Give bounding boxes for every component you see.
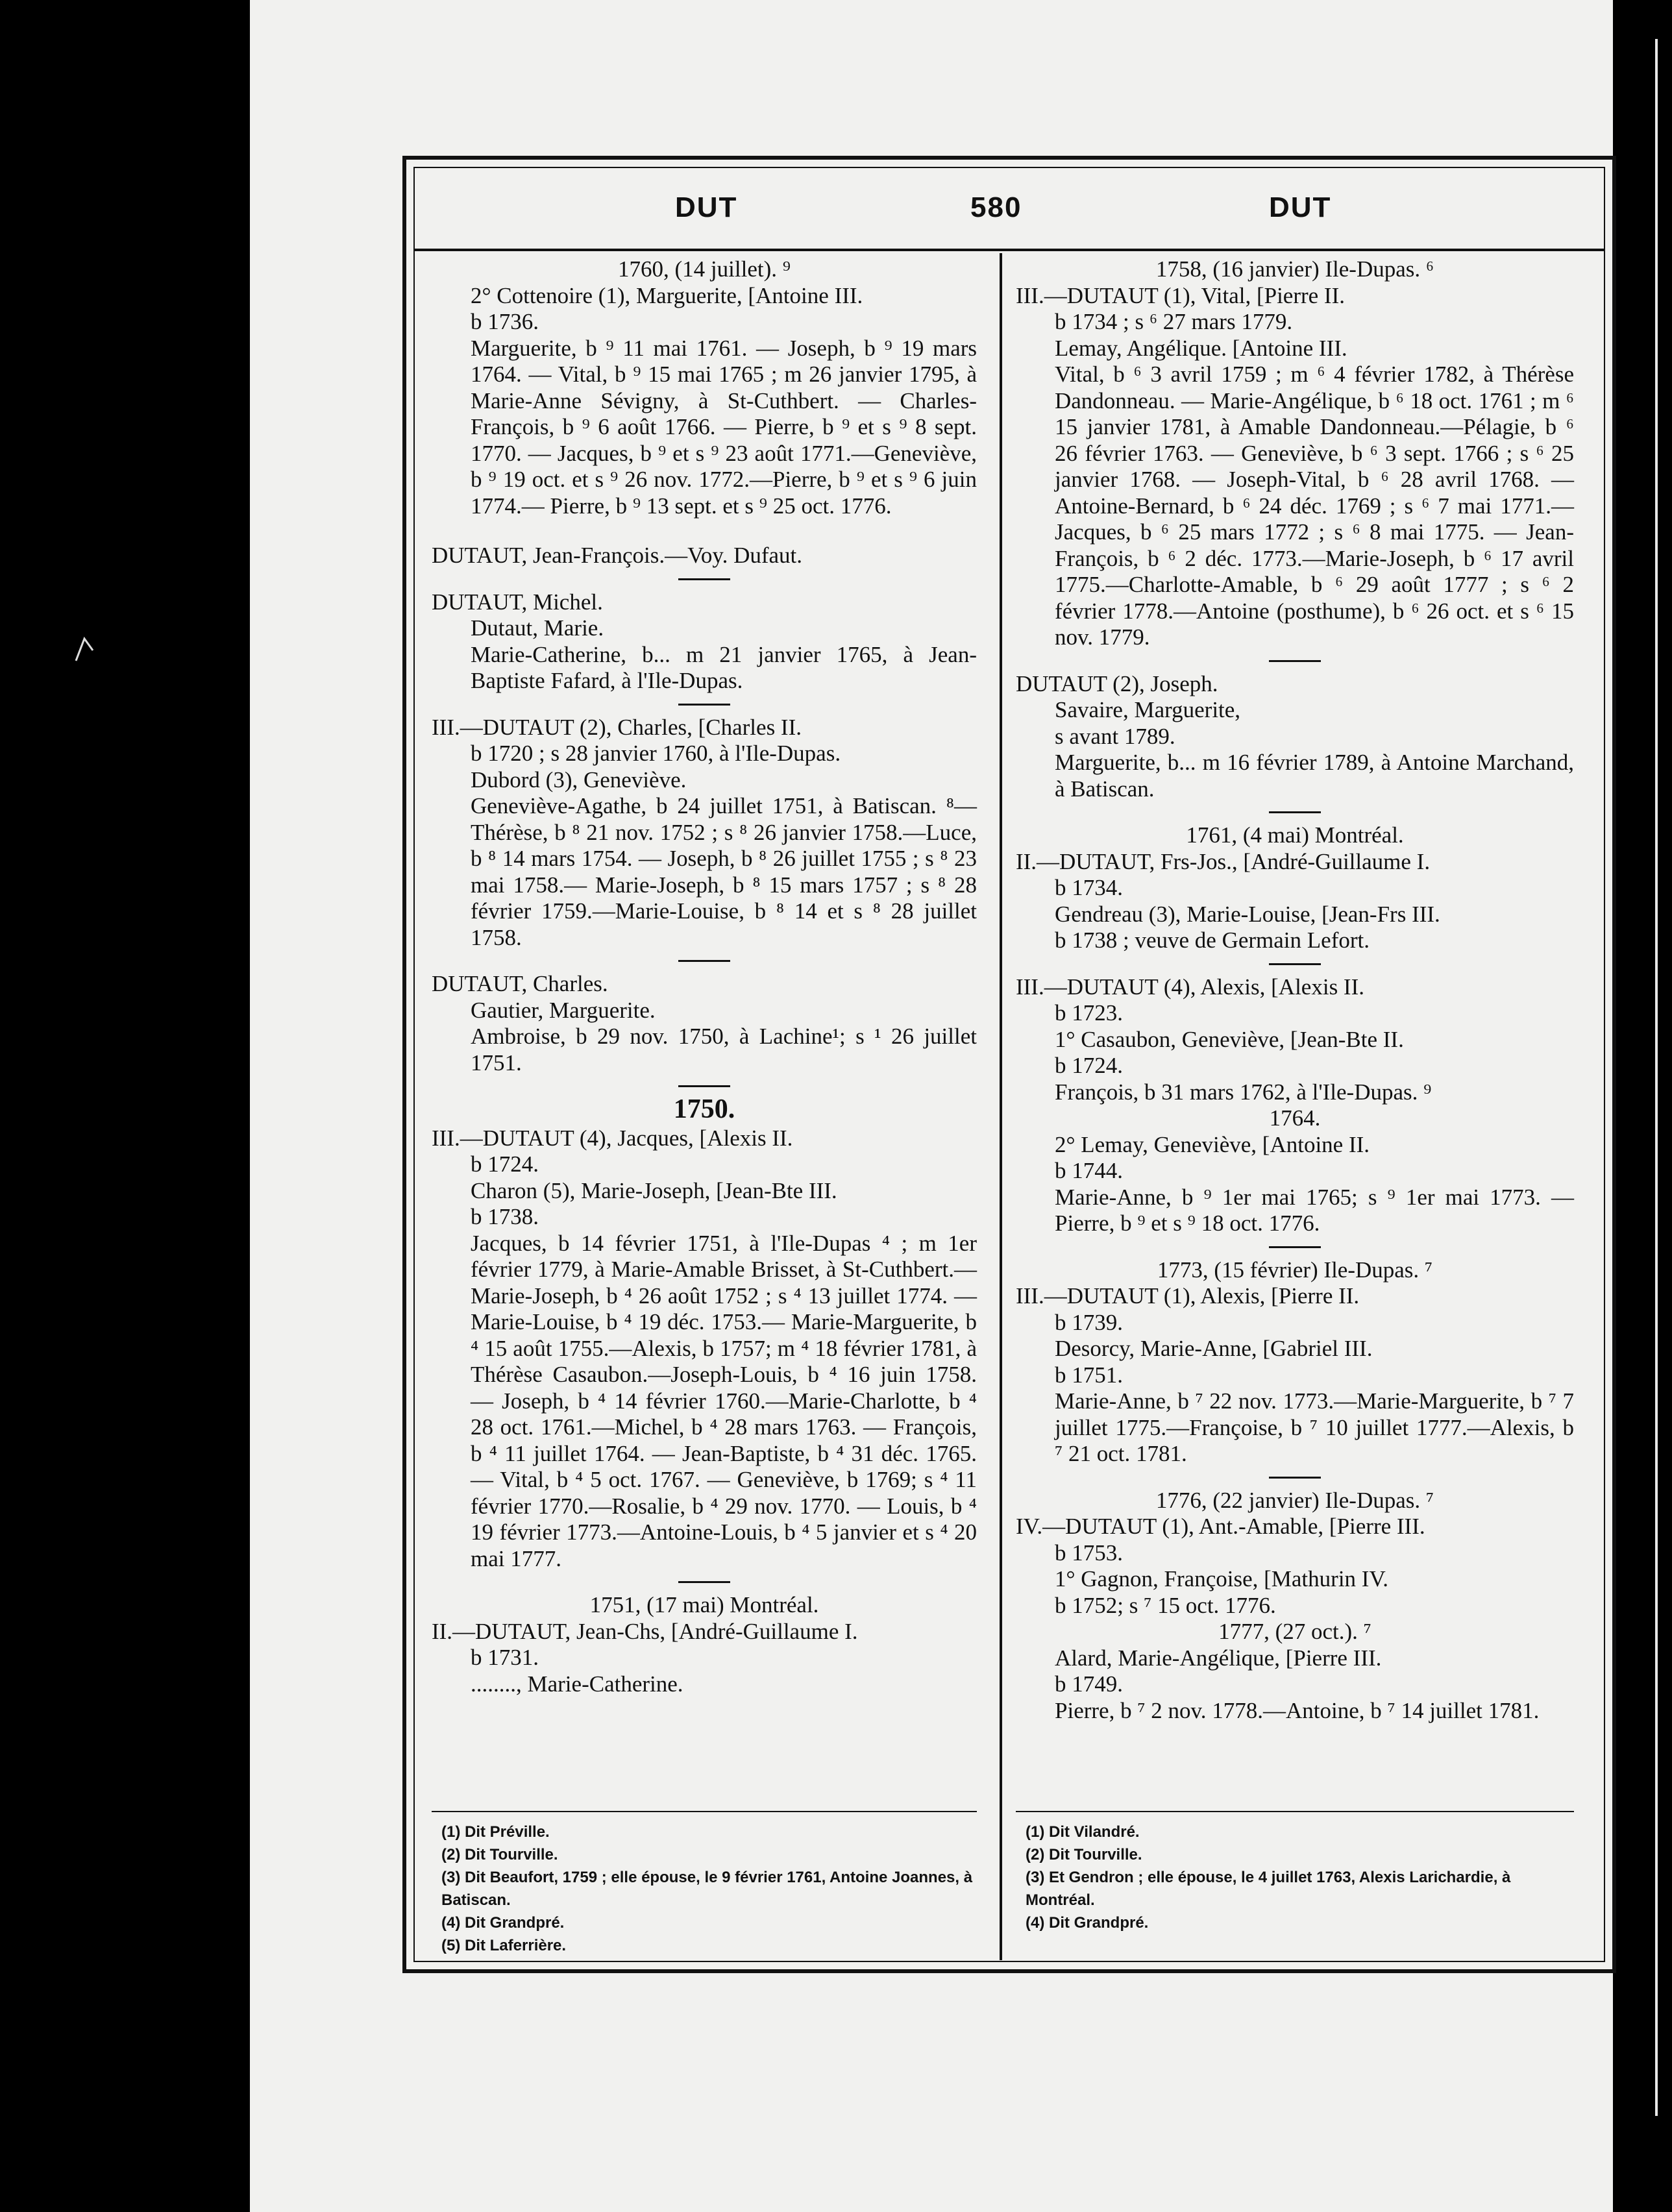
entry-line: b 1734. (1055, 875, 1123, 900)
entry-line: Marguerite, b... m 16 février 1789, à Antoine Marchand, à Batiscan. (1055, 750, 1574, 802)
footnote: (2) Dit Tourville. (1026, 1846, 1142, 1863)
footnote-rule-right (1016, 1811, 1574, 1812)
entry-line: Marie-Anne, b ⁹ 1er mai 1765; s ⁹ 1er mai 1773. —Pierre, b ⁹ et s ⁹ 18 oct. 1776. (1055, 1184, 1574, 1236)
footnotes-right (1026, 1821, 1577, 1934)
running-head-left: DUT (675, 191, 738, 223)
entry-line: Gendreau (3), Marie-Louise, [Jean-Frs III. (1055, 901, 1440, 927)
entry-line: Dubord (3), Geneviève. (471, 767, 687, 793)
entry-line: Vital, b ⁶ 3 avril 1759 ; m ⁶ 4 février 1782, à Thérèse Dandonneau. — Marie-Angélique, b ⁶ 18 oct. 1761 ; m ⁶ 15 janvier 1781, à Amable Dandonneau.—Pélagie, b ⁶ 26 février 1763. — Geneviève, b ⁶ 3 sept. 1766 ; s ⁶ 25 janvier 1768. — Joseph-Vital, b ⁶ 28 avril 1768. — Antoine-Bernard, b ⁶ 24 déc. 1769 ; s ⁶ 7 mai 1771.—Jacques, b ⁶ 25 mars 1772 ; s ⁶ 8 mai 1775. — Jean-François, b ⁶ 2 déc. 1773.—Marie-Joseph, b ⁶ 17 avril 1775.—Charlotte-Amable, b ⁶ 29 août 1777 ; s ⁶ 2 février 1778.—Antoine (posthume), b ⁶ 26 oct. et s ⁶ 15 nov. 1779. (1055, 362, 1574, 650)
entry-line: b 1738. (471, 1204, 539, 1229)
entry-line: IV.—DUTAUT (1), Ant.-Amable, [Pierre III. (1016, 1514, 1425, 1539)
section-separator (678, 578, 730, 580)
stray-mark-icon (75, 636, 94, 662)
entry-line: III.—DUTAUT (2), Charles, [Charles II. (432, 714, 802, 740)
entry-line: b 1724. (1055, 1053, 1123, 1078)
entry-line: DUTAUT (2), Joseph. (1016, 670, 1218, 696)
entry-line: Dutaut, Marie. (471, 615, 604, 641)
entry-line: 1° Casaubon, Geneviève, [Jean-Bte II. (1055, 1026, 1404, 1052)
scan-right-edge (1613, 0, 1672, 2212)
footnote: (1) Dit Vilandré. (1026, 1823, 1140, 1841)
entry-line: Pierre, b ⁷ 2 nov. 1778.—Antoine, b ⁷ 14 juillet 1781. (1055, 1697, 1540, 1723)
entry-line: 2° Cottenoire (1), Marguerite, [Antoine III. (471, 282, 863, 308)
footnote: (3) Dit Beaufort, 1759 ; elle épouse, le 9 février 1761, Antoine Joannes, à Batiscan. (441, 1869, 973, 1909)
entry-line: b 1731. (471, 1645, 539, 1670)
entry-line: Geneviève-Agathe, b 24 juillet 1751, à Batiscan. ⁸—Thérèse, b ⁸ 21 nov. 1752 ; s ⁸ 26 janvier 1758.—Luce, b ⁸ 14 mars 1754. — Joseph, b ⁸ 26 juillet 1755 ; s ⁸ 23 mai 1758.— Marie-Joseph, b ⁸ 15 mars 1757 ; s ⁸ 28 février 1759.—Marie-Louise, b ⁸ 14 et s ⁸ 28 juillet 1758. (471, 793, 977, 950)
footnote: (4) Dit Grandpré. (1026, 1914, 1149, 1932)
entry-line: 1764. (1269, 1105, 1321, 1131)
entry-line: Lemay, Angélique. [Antoine III. (1055, 335, 1347, 361)
entry-line: b 1753. (1055, 1540, 1123, 1566)
entry-line: Marie-Anne, b ⁷ 22 nov. 1773.—Marie-Marguerite, b ⁷ 7 juillet 1775.—Françoise, b ⁷ 10 juillet 1777.—Alexis, b ⁷ 21 oct. 1781. (1055, 1388, 1574, 1466)
page-number: 580 (970, 191, 1022, 223)
entry-line: 1773, (15 février) Ile-Dupas. ⁷ (1157, 1257, 1433, 1283)
section-separator (678, 1085, 730, 1087)
right-column (1016, 256, 1574, 1724)
footnote: (1) Dit Préville. (441, 1823, 550, 1841)
entry-line: Ambroise, b 29 nov. 1750, à Lachine¹; s ¹ 26 juillet 1751. (471, 1024, 977, 1075)
entry-line: Desorcy, Marie-Anne, [Gabriel III. (1055, 1336, 1373, 1361)
entry-line: III.—DUTAUT (4), Jacques, [Alexis II. (432, 1125, 793, 1151)
entry-line: 1761, (4 mai) Montréal. (1186, 822, 1404, 848)
section-separator (1269, 660, 1321, 662)
section-separator (678, 960, 730, 962)
scan-gutter (0, 0, 250, 2212)
section-separator (1269, 811, 1321, 813)
entry-line: ........, Marie-Catherine. (471, 1671, 683, 1697)
footnote: (5) Dit Laferrière. (441, 1937, 567, 1954)
running-head-right: DUT (1269, 191, 1332, 223)
entry-line: 1° Gagnon, Françoise, [Mathurin IV. (1055, 1566, 1388, 1591)
footnote: (3) Et Gendron ; elle épouse, le 4 juillet 1763, Alexis Larichardie, à Montréal. (1026, 1869, 1511, 1909)
entry-line: b 1752; s ⁷ 15 oct. 1776. (1055, 1592, 1276, 1618)
footnote: (4) Dit Grandpré. (441, 1914, 565, 1932)
entry-line: Alard, Marie-Angélique, [Pierre III. (1055, 1645, 1382, 1671)
spacer (432, 519, 977, 543)
entry-line: s avant 1789. (1055, 723, 1175, 749)
entry-line: Savaire, Marguerite, (1055, 697, 1241, 722)
header-rule (413, 249, 1605, 251)
scan-edge-line (1655, 39, 1658, 2116)
column-divider (1000, 253, 1002, 1960)
entry-line: II.—DUTAUT, Jean-Chs, [André-Guillaume I. (432, 1618, 858, 1644)
entry-line: b 1734 ; s ⁶ 27 mars 1779. (1055, 309, 1293, 334)
entry-line: III.—DUTAUT (1), Alexis, [Pierre II. (1016, 1283, 1360, 1309)
entry-line: Charon (5), Marie-Joseph, [Jean-Bte III. (471, 1177, 837, 1203)
entry-line: François, b 31 mars 1762, à l'Ile-Dupas. ⁹ (1055, 1079, 1432, 1105)
section-separator (678, 704, 730, 706)
left-column (432, 256, 977, 1697)
entry-line: b 1744. (1055, 1158, 1123, 1183)
entry-line: 1760, (14 juillet). ⁹ (618, 256, 791, 282)
entry-line: DUTAUT, Michel. (432, 589, 603, 615)
entry-line: II.—DUTAUT, Frs-Jos., [André-Guillaume I. (1016, 848, 1431, 874)
section-separator (1269, 1477, 1321, 1479)
footnotes-left (441, 1821, 980, 1957)
entry-line: 1751, (17 mai) Montréal. (589, 1592, 819, 1617)
entry-line: III.—DUTAUT (1), Vital, [Pierre II. (1016, 282, 1345, 308)
entry-line: Jacques, b 14 février 1751, à l'Ile-Dupas ⁴ ; m 1er février 1779, à Marie-Amable Brisset, à St-Cuthbert.—Marie-Joseph, b ⁴ 26 août 1752 ; s ⁴ 13 juillet 1774. — Marie-Louise, b ⁴ 19 déc. 1753.— Marie-Marguerite, b ⁴ 15 août 1755.—Alexis, b 1757; m ⁴ 18 février 1781, à Thérèse Casaubon.—Joseph-Louis, b ⁴ 16 juin 1758. — Joseph, b ⁴ 14 février 1760.—Marie-Charlotte, b ⁴ 28 oct. 1761.—Michel, b ⁴ 28 mars 1763. — François, b ⁴ 11 juillet 1764. — Jean-Baptiste, b ⁴ 31 déc. 1765. — Vital, b ⁴ 5 oct. 1767. — Geneviève, b 1769; s ⁴ 11 février 1770.—Rosalie, b ⁴ 29 nov. 1770. — Louis, b ⁴ 19 février 1773.—Antoine-Louis, b ⁴ 5 janvier et s ⁴ 20 mai 1777. (471, 1230, 977, 1571)
entry-line: b 1724. (471, 1151, 539, 1177)
entry-line: DUTAUT, Jean-François.—Voy. Dufaut. (432, 543, 803, 568)
entry-line: b 1720 ; s 28 janvier 1760, à l'Ile-Dupas. (471, 741, 841, 766)
footnote-rule-left (432, 1811, 977, 1812)
entry-line: 1776, (22 janvier) Ile-Dupas. ⁷ (1155, 1487, 1434, 1513)
entry-line: 1777, (27 oct.). ⁷ (1218, 1619, 1371, 1644)
entry-line: 1758, (16 janvier) Ile-Dupas. ⁶ (1155, 256, 1434, 282)
entry-line: DUTAUT, Charles. (432, 971, 608, 996)
entry-line: b 1749. (1055, 1671, 1123, 1697)
entry-line: b 1736. (471, 309, 539, 334)
entry-line: b 1751. (1055, 1362, 1123, 1388)
entry-line: b 1723. (1055, 1000, 1123, 1026)
entry-line: III.—DUTAUT (4), Alexis, [Alexis II. (1016, 974, 1364, 1000)
year-heading: 1750. (673, 1094, 735, 1124)
section-separator (678, 1581, 730, 1583)
entry-line: b 1739. (1055, 1309, 1123, 1335)
section-separator (1269, 963, 1321, 965)
footnote: (2) Dit Tourville. (441, 1846, 558, 1863)
entry-line: Gautier, Marguerite. (471, 997, 656, 1023)
entry-line: Marie-Catherine, b... m 21 janvier 1765, à Jean-Baptiste Fafard, à l'Ile-Dupas. (471, 641, 977, 693)
entry-line: Marguerite, b ⁹ 11 mai 1761. — Joseph, b ⁹ 19 mars 1764. — Vital, b ⁹ 15 mai 1765 ; m 26 janvier 1795, à Marie-Anne Sévigny, à St-Cuthbert. — Charles-François, b ⁹ 6 août 1766. — Pierre, b ⁹ et s ⁹ 8 sept. 1770. — Jacques, b ⁹ et s ⁹ 23 août 1771.—Geneviève, b ⁹ 19 oct. et s ⁹ 26 nov. 1772.—Pierre, b ⁹ et s ⁹ 6 juin 1774.— Pierre, b ⁹ 13 sept. et s ⁹ 25 oct. 1776. (471, 335, 977, 519)
entry-line: b 1738 ; veuve de Germain Lefort. (1055, 928, 1370, 953)
entry-line: 2° Lemay, Geneviève, [Antoine II. (1055, 1131, 1370, 1157)
section-separator (1269, 1246, 1321, 1248)
